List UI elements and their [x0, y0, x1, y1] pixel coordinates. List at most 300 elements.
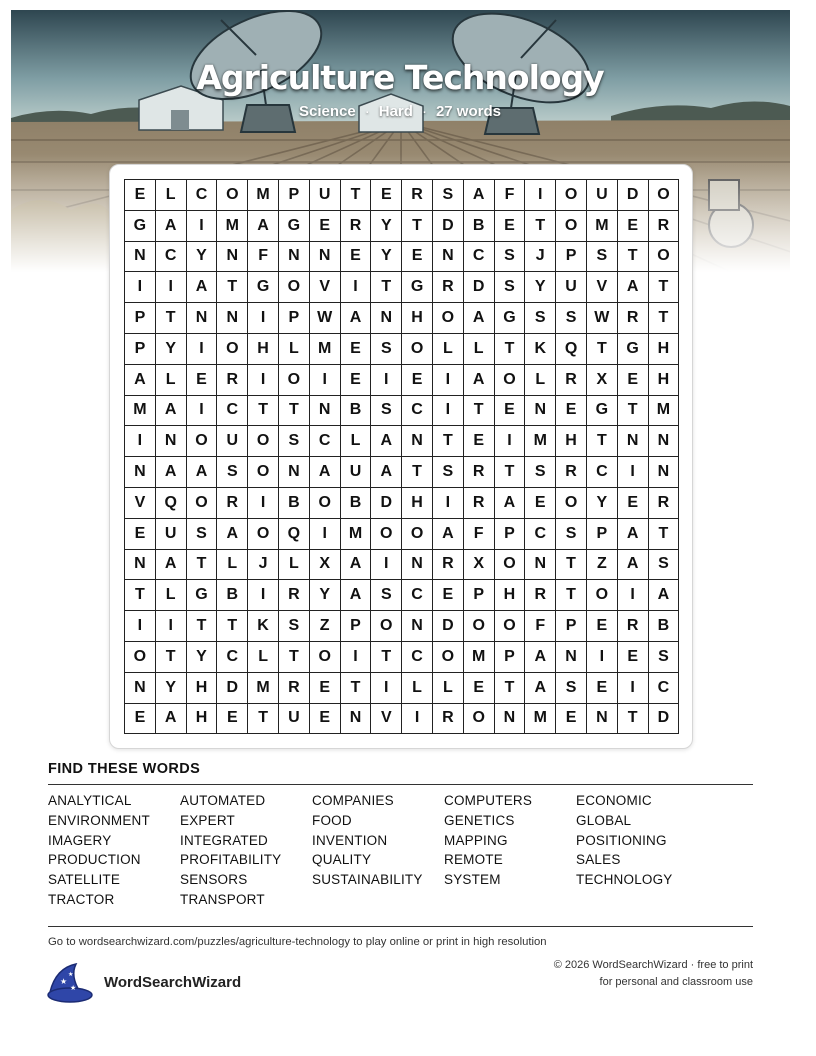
grid-cell[interactable]: C — [649, 673, 680, 704]
grid-cell[interactable]: U — [556, 272, 587, 303]
grid-cell[interactable]: L — [279, 550, 310, 581]
grid-cell[interactable]: T — [217, 272, 248, 303]
grid-cell[interactable]: T — [495, 673, 526, 704]
grid-cell[interactable]: E — [341, 334, 372, 365]
grid-cell[interactable]: T — [618, 396, 649, 427]
grid-cell[interactable]: S — [279, 426, 310, 457]
grid-cell[interactable]: G — [402, 272, 433, 303]
grid-cell[interactable]: N — [402, 426, 433, 457]
grid-cell[interactable]: T — [248, 704, 279, 735]
grid-cell[interactable]: E — [125, 180, 156, 211]
grid-cell[interactable]: A — [525, 673, 556, 704]
grid-cell[interactable]: G — [587, 396, 618, 427]
grid-cell[interactable]: T — [125, 580, 156, 611]
grid-cell[interactable]: E — [341, 242, 372, 273]
grid-cell[interactable]: P — [125, 303, 156, 334]
grid-cell[interactable]: O — [187, 488, 218, 519]
grid-cell[interactable]: N — [310, 396, 341, 427]
grid-cell[interactable]: F — [495, 180, 526, 211]
grid-cell[interactable]: I — [187, 334, 218, 365]
grid-cell[interactable]: B — [341, 488, 372, 519]
grid-cell[interactable]: I — [371, 550, 402, 581]
grid-cell[interactable]: E — [587, 611, 618, 642]
grid-cell[interactable]: R — [464, 457, 495, 488]
grid-cell[interactable]: T — [156, 303, 187, 334]
grid-cell[interactable]: I — [125, 611, 156, 642]
grid-cell[interactable]: U — [217, 426, 248, 457]
grid-cell[interactable]: T — [587, 334, 618, 365]
grid-cell[interactable]: P — [556, 611, 587, 642]
grid-cell[interactable]: C — [310, 426, 341, 457]
grid-cell[interactable]: G — [125, 211, 156, 242]
grid-cell[interactable]: L — [217, 550, 248, 581]
grid-cell[interactable]: E — [125, 704, 156, 735]
grid-cell[interactable]: E — [310, 704, 341, 735]
grid-cell[interactable]: N — [217, 242, 248, 273]
grid-cell[interactable]: P — [556, 242, 587, 273]
grid-cell[interactable]: L — [402, 673, 433, 704]
grid-cell[interactable]: R — [464, 488, 495, 519]
grid-cell[interactable]: N — [125, 457, 156, 488]
grid-cell[interactable]: C — [217, 642, 248, 673]
grid-cell[interactable]: Q — [556, 334, 587, 365]
grid-cell[interactable]: C — [187, 180, 218, 211]
grid-cell[interactable]: T — [279, 396, 310, 427]
grid-cell[interactable]: E — [371, 180, 402, 211]
grid-cell[interactable]: O — [187, 426, 218, 457]
grid-cell[interactable]: N — [187, 303, 218, 334]
grid-cell[interactable]: N — [402, 611, 433, 642]
grid-cell[interactable]: T — [495, 334, 526, 365]
grid-cell[interactable]: R — [618, 611, 649, 642]
grid-cell[interactable]: P — [125, 334, 156, 365]
grid-cell[interactable]: L — [464, 334, 495, 365]
grid-cell[interactable]: C — [587, 457, 618, 488]
grid-cell[interactable]: A — [371, 426, 402, 457]
grid-cell[interactable]: E — [464, 673, 495, 704]
grid-cell[interactable]: U — [279, 704, 310, 735]
grid-cell[interactable]: Y — [587, 488, 618, 519]
grid-cell[interactable]: E — [495, 211, 526, 242]
grid-cell[interactable]: T — [187, 550, 218, 581]
grid-cell[interactable]: Y — [371, 242, 402, 273]
grid-cell[interactable]: I — [433, 488, 464, 519]
grid-cell[interactable]: O — [310, 642, 341, 673]
grid-cell[interactable]: Y — [156, 673, 187, 704]
grid-cell[interactable]: I — [587, 642, 618, 673]
grid-cell[interactable]: M — [125, 396, 156, 427]
grid-cell[interactable]: S — [556, 303, 587, 334]
grid-cell[interactable]: H — [402, 488, 433, 519]
grid-cell[interactable]: S — [433, 457, 464, 488]
grid-cell[interactable]: H — [187, 704, 218, 735]
grid-cell[interactable]: R — [556, 365, 587, 396]
grid-cell[interactable]: A — [464, 303, 495, 334]
grid-cell[interactable]: J — [525, 242, 556, 273]
grid-cell[interactable]: E — [187, 365, 218, 396]
grid-cell[interactable]: E — [618, 211, 649, 242]
grid-cell[interactable]: A — [618, 272, 649, 303]
grid-cell[interactable]: V — [587, 272, 618, 303]
grid-cell[interactable]: R — [433, 272, 464, 303]
grid-cell[interactable]: S — [371, 396, 402, 427]
grid-cell[interactable]: L — [433, 334, 464, 365]
grid-cell[interactable]: D — [371, 488, 402, 519]
grid-cell[interactable]: I — [248, 365, 279, 396]
grid-cell[interactable]: B — [341, 396, 372, 427]
grid-cell[interactable]: W — [587, 303, 618, 334]
grid-cell[interactable]: A — [495, 488, 526, 519]
grid-cell[interactable]: O — [371, 519, 402, 550]
grid-cell[interactable]: P — [341, 611, 372, 642]
grid-cell[interactable]: B — [649, 611, 680, 642]
grid-cell[interactable]: E — [618, 365, 649, 396]
grid-cell[interactable]: S — [187, 519, 218, 550]
grid-cell[interactable]: S — [371, 580, 402, 611]
grid-cell[interactable]: P — [279, 303, 310, 334]
grid-cell[interactable]: E — [464, 426, 495, 457]
grid-cell[interactable]: L — [433, 673, 464, 704]
grid-cell[interactable]: T — [402, 457, 433, 488]
grid-cell[interactable]: T — [649, 272, 680, 303]
grid-cell[interactable]: P — [279, 180, 310, 211]
grid-cell[interactable]: N — [525, 396, 556, 427]
grid-cell[interactable]: D — [433, 611, 464, 642]
grid-cell[interactable]: A — [156, 396, 187, 427]
grid-cell[interactable]: N — [156, 426, 187, 457]
grid-cell[interactable]: I — [156, 611, 187, 642]
grid-cell[interactable]: O — [248, 457, 279, 488]
grid-cell[interactable]: S — [587, 242, 618, 273]
grid-cell[interactable]: O — [556, 180, 587, 211]
grid-cell[interactable]: I — [495, 426, 526, 457]
grid-cell[interactable]: E — [402, 242, 433, 273]
grid-cell[interactable]: L — [248, 642, 279, 673]
grid-cell[interactable]: T — [371, 642, 402, 673]
grid-cell[interactable]: R — [217, 365, 248, 396]
grid-cell[interactable]: S — [217, 457, 248, 488]
grid-cell[interactable]: R — [433, 704, 464, 735]
grid-cell[interactable]: P — [495, 519, 526, 550]
grid-cell[interactable]: H — [649, 365, 680, 396]
grid-cell[interactable]: O — [125, 642, 156, 673]
grid-cell[interactable]: N — [525, 550, 556, 581]
grid-cell[interactable]: I — [310, 365, 341, 396]
grid-cell[interactable]: M — [587, 211, 618, 242]
grid-cell[interactable]: H — [556, 426, 587, 457]
grid-cell[interactable]: R — [279, 673, 310, 704]
grid-cell[interactable]: H — [495, 580, 526, 611]
grid-cell[interactable]: W — [310, 303, 341, 334]
grid-cell[interactable]: A — [618, 519, 649, 550]
grid-cell[interactable]: O — [279, 365, 310, 396]
grid-cell[interactable]: O — [279, 272, 310, 303]
grid-cell[interactable]: Y — [371, 211, 402, 242]
grid-cell[interactable]: S — [371, 334, 402, 365]
grid-cell[interactable]: T — [556, 580, 587, 611]
grid-cell[interactable]: U — [156, 519, 187, 550]
grid-cell[interactable]: O — [556, 211, 587, 242]
grid-cell[interactable]: O — [495, 550, 526, 581]
grid-cell[interactable]: M — [217, 211, 248, 242]
grid-cell[interactable]: T — [279, 642, 310, 673]
grid-cell[interactable]: M — [248, 673, 279, 704]
grid-cell[interactable]: U — [341, 457, 372, 488]
grid-cell[interactable]: P — [464, 580, 495, 611]
grid-cell[interactable]: I — [125, 426, 156, 457]
grid-cell[interactable]: A — [371, 457, 402, 488]
grid-cell[interactable]: E — [310, 211, 341, 242]
grid-cell[interactable]: K — [525, 334, 556, 365]
grid-cell[interactable]: H — [402, 303, 433, 334]
grid-cell[interactable]: O — [587, 580, 618, 611]
grid-cell[interactable]: V — [310, 272, 341, 303]
grid-cell[interactable]: Z — [310, 611, 341, 642]
grid-cell[interactable]: A — [156, 550, 187, 581]
grid-cell[interactable]: U — [587, 180, 618, 211]
grid-cell[interactable]: E — [341, 365, 372, 396]
grid-cell[interactable]: E — [618, 642, 649, 673]
grid-cell[interactable]: T — [248, 396, 279, 427]
grid-cell[interactable]: R — [556, 457, 587, 488]
grid-cell[interactable]: F — [464, 519, 495, 550]
grid-cell[interactable]: N — [556, 642, 587, 673]
grid-cell[interactable]: I — [248, 580, 279, 611]
grid-cell[interactable]: O — [371, 611, 402, 642]
grid-cell[interactable]: N — [495, 704, 526, 735]
grid-cell[interactable]: I — [248, 488, 279, 519]
grid-cell[interactable]: X — [310, 550, 341, 581]
grid-cell[interactable]: A — [341, 580, 372, 611]
grid-cell[interactable]: L — [156, 180, 187, 211]
grid-cell[interactable]: C — [525, 519, 556, 550]
grid-cell[interactable]: N — [125, 673, 156, 704]
grid-cell[interactable]: S — [525, 457, 556, 488]
grid-cell[interactable]: N — [217, 303, 248, 334]
grid-cell[interactable]: B — [217, 580, 248, 611]
grid-cell[interactable]: R — [618, 303, 649, 334]
grid-cell[interactable]: Y — [525, 272, 556, 303]
grid-cell[interactable]: L — [156, 580, 187, 611]
grid-cell[interactable]: C — [464, 242, 495, 273]
grid-cell[interactable]: O — [464, 611, 495, 642]
grid-cell[interactable]: S — [495, 242, 526, 273]
grid-cell[interactable]: D — [217, 673, 248, 704]
grid-cell[interactable]: F — [248, 242, 279, 273]
grid-cell[interactable]: O — [649, 242, 680, 273]
grid-cell[interactable]: I — [371, 365, 402, 396]
grid-cell[interactable]: N — [125, 550, 156, 581]
grid-cell[interactable]: S — [495, 272, 526, 303]
grid-cell[interactable]: X — [587, 365, 618, 396]
grid-cell[interactable]: N — [279, 242, 310, 273]
grid-cell[interactable]: I — [618, 673, 649, 704]
grid-cell[interactable]: I — [341, 272, 372, 303]
grid-cell[interactable]: N — [310, 242, 341, 273]
grid-cell[interactable]: O — [310, 488, 341, 519]
grid-cell[interactable]: V — [371, 704, 402, 735]
grid-cell[interactable]: I — [187, 396, 218, 427]
grid-cell[interactable]: I — [618, 457, 649, 488]
grid-cell[interactable]: A — [187, 457, 218, 488]
grid-cell[interactable]: O — [248, 519, 279, 550]
grid-cell[interactable]: L — [525, 365, 556, 396]
grid-cell[interactable]: T — [341, 180, 372, 211]
grid-cell[interactable]: E — [618, 488, 649, 519]
grid-cell[interactable]: O — [433, 642, 464, 673]
grid-cell[interactable]: T — [556, 550, 587, 581]
grid-cell[interactable]: Q — [156, 488, 187, 519]
grid-cell[interactable]: O — [464, 704, 495, 735]
grid-cell[interactable]: A — [341, 550, 372, 581]
grid-cell[interactable]: P — [495, 642, 526, 673]
grid-cell[interactable]: M — [525, 426, 556, 457]
grid-cell[interactable]: A — [649, 580, 680, 611]
grid-cell[interactable]: T — [402, 211, 433, 242]
grid-cell[interactable]: T — [156, 642, 187, 673]
grid-cell[interactable]: M — [649, 396, 680, 427]
grid-cell[interactable]: A — [618, 550, 649, 581]
grid-cell[interactable]: R — [649, 488, 680, 519]
grid-cell[interactable]: N — [649, 426, 680, 457]
grid-cell[interactable]: H — [248, 334, 279, 365]
grid-cell[interactable]: A — [525, 642, 556, 673]
grid-cell[interactable]: S — [433, 180, 464, 211]
grid-cell[interactable]: T — [433, 426, 464, 457]
grid-cell[interactable]: E — [556, 704, 587, 735]
grid-cell[interactable]: G — [248, 272, 279, 303]
grid-cell[interactable]: T — [618, 242, 649, 273]
grid-cell[interactable]: Q — [279, 519, 310, 550]
grid-cell[interactable]: G — [187, 580, 218, 611]
grid-cell[interactable]: T — [217, 611, 248, 642]
grid-cell[interactable]: M — [525, 704, 556, 735]
grid-cell[interactable]: A — [156, 704, 187, 735]
grid-cell[interactable]: N — [402, 550, 433, 581]
grid-cell[interactable]: T — [371, 272, 402, 303]
grid-cell[interactable]: R — [402, 180, 433, 211]
grid-cell[interactable]: H — [649, 334, 680, 365]
grid-cell[interactable]: K — [248, 611, 279, 642]
grid-cell[interactable]: T — [649, 519, 680, 550]
grid-cell[interactable]: I — [402, 704, 433, 735]
grid-cell[interactable]: M — [248, 180, 279, 211]
grid-cell[interactable]: A — [433, 519, 464, 550]
grid-cell[interactable]: L — [156, 365, 187, 396]
grid-cell[interactable]: S — [525, 303, 556, 334]
grid-cell[interactable]: O — [495, 611, 526, 642]
grid-cell[interactable]: L — [279, 334, 310, 365]
grid-cell[interactable]: A — [156, 457, 187, 488]
grid-cell[interactable]: C — [217, 396, 248, 427]
grid-cell[interactable]: A — [341, 303, 372, 334]
grid-cell[interactable]: M — [341, 519, 372, 550]
grid-cell[interactable]: O — [649, 180, 680, 211]
grid-cell[interactable]: A — [310, 457, 341, 488]
grid-cell[interactable]: Y — [187, 242, 218, 273]
grid-cell[interactable]: R — [649, 211, 680, 242]
grid-cell[interactable]: I — [618, 580, 649, 611]
grid-cell[interactable]: D — [464, 272, 495, 303]
grid-cell[interactable]: O — [217, 180, 248, 211]
grid-cell[interactable]: D — [433, 211, 464, 242]
grid-cell[interactable]: D — [618, 180, 649, 211]
grid-cell[interactable]: O — [433, 303, 464, 334]
grid-cell[interactable]: E — [433, 580, 464, 611]
grid-cell[interactable]: N — [341, 704, 372, 735]
grid-cell[interactable]: R — [217, 488, 248, 519]
grid-cell[interactable]: E — [125, 519, 156, 550]
grid-cell[interactable]: T — [587, 426, 618, 457]
grid-cell[interactable]: B — [464, 211, 495, 242]
grid-cell[interactable]: T — [341, 673, 372, 704]
grid-cell[interactable]: R — [341, 211, 372, 242]
grid-cell[interactable]: A — [217, 519, 248, 550]
grid-cell[interactable]: C — [402, 580, 433, 611]
grid-cell[interactable]: I — [371, 673, 402, 704]
grid-cell[interactable]: T — [464, 396, 495, 427]
grid-cell[interactable]: I — [310, 519, 341, 550]
grid-cell[interactable]: O — [248, 426, 279, 457]
grid-cell[interactable]: S — [556, 673, 587, 704]
grid-cell[interactable]: H — [187, 673, 218, 704]
grid-cell[interactable]: I — [525, 180, 556, 211]
grid-cell[interactable]: X — [464, 550, 495, 581]
grid-cell[interactable]: Z — [587, 550, 618, 581]
grid-cell[interactable]: I — [341, 642, 372, 673]
grid-cell[interactable]: Y — [156, 334, 187, 365]
grid-cell[interactable]: B — [279, 488, 310, 519]
grid-cell[interactable]: T — [187, 611, 218, 642]
grid-cell[interactable]: M — [464, 642, 495, 673]
grid-cell[interactable]: O — [402, 519, 433, 550]
grid-cell[interactable]: N — [587, 704, 618, 735]
grid-cell[interactable]: P — [587, 519, 618, 550]
grid-cell[interactable]: I — [156, 272, 187, 303]
grid-cell[interactable]: N — [279, 457, 310, 488]
grid-cell[interactable]: D — [649, 704, 680, 735]
grid-cell[interactable]: E — [217, 704, 248, 735]
grid-cell[interactable]: J — [248, 550, 279, 581]
grid-cell[interactable]: O — [495, 365, 526, 396]
grid-cell[interactable]: E — [587, 673, 618, 704]
grid-cell[interactable]: G — [495, 303, 526, 334]
grid-cell[interactable]: T — [618, 704, 649, 735]
grid-cell[interactable]: N — [649, 457, 680, 488]
grid-cell[interactable]: A — [464, 365, 495, 396]
grid-cell[interactable]: A — [187, 272, 218, 303]
grid-cell[interactable]: A — [464, 180, 495, 211]
grid-cell[interactable]: I — [125, 272, 156, 303]
grid-cell[interactable]: L — [341, 426, 372, 457]
grid-cell[interactable]: S — [649, 642, 680, 673]
grid-cell[interactable]: E — [402, 365, 433, 396]
grid-cell[interactable]: M — [310, 334, 341, 365]
grid-cell[interactable]: N — [371, 303, 402, 334]
grid-cell[interactable]: T — [649, 303, 680, 334]
grid-cell[interactable]: Y — [187, 642, 218, 673]
grid-cell[interactable]: T — [495, 457, 526, 488]
grid-cell[interactable]: G — [618, 334, 649, 365]
grid-cell[interactable]: N — [125, 242, 156, 273]
grid-cell[interactable]: C — [156, 242, 187, 273]
grid-cell[interactable]: R — [433, 550, 464, 581]
grid-cell[interactable]: U — [310, 180, 341, 211]
grid-cell[interactable]: Y — [310, 580, 341, 611]
grid-cell[interactable]: A — [125, 365, 156, 396]
grid-cell[interactable]: C — [402, 396, 433, 427]
grid-cell[interactable]: E — [556, 396, 587, 427]
